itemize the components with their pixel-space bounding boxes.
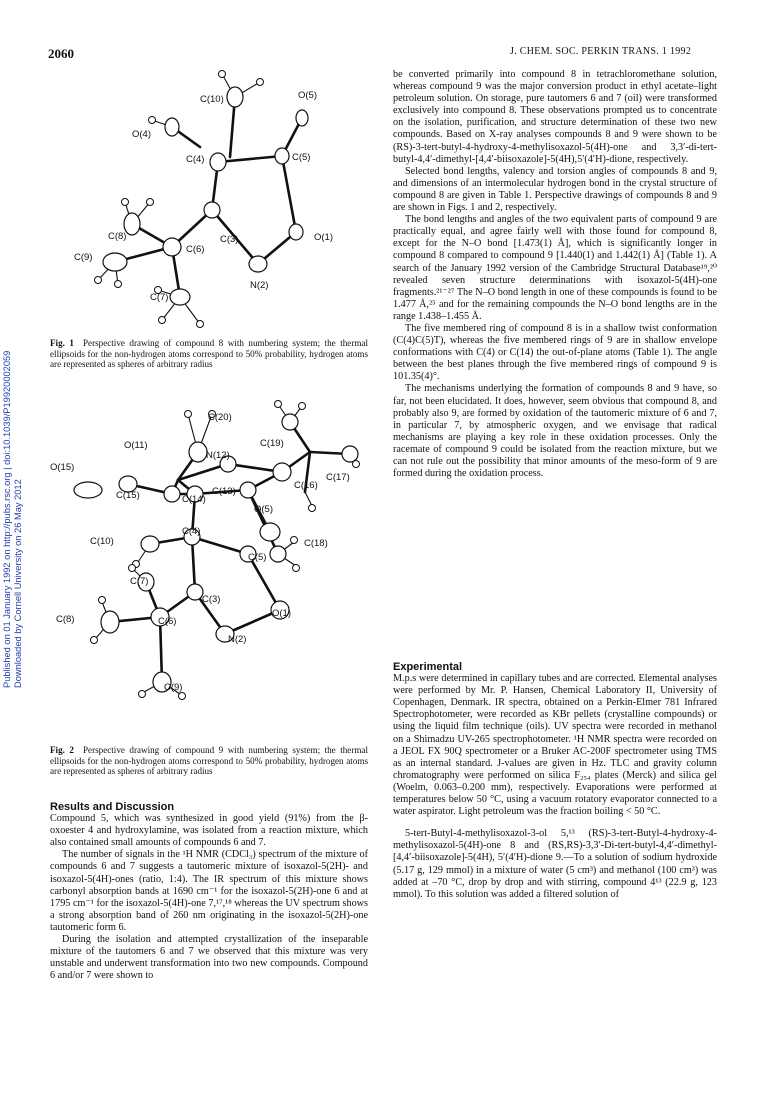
label-c10: C(10) [90, 536, 114, 547]
left-column-text [50, 801, 368, 982]
label-c15: C(15) [116, 490, 140, 501]
label-o1: O(1) [314, 232, 333, 243]
atom-C19 [282, 414, 298, 430]
results-paragraph-1: Compound 5, which was synthesized in good yield (91%) from the β-oxoester 4 and hydroxylamine, was isolated from a reaction mixture, which also contained small amounts of compounds 6 and 7. [50, 813, 368, 849]
label-c10: C(10) [200, 94, 224, 105]
results-paragraph-2: The number of signals in the ¹H NMR (CDCl₃) spectrum of the mixture of compounds 6 and 7 suggests a tautomeric mixture of isoxazol-5(2H)- and isoxazol-5(4H)-ones (ratio, 1:4). The IR spectrum of this mixture shows carbonyl absorption bands at 1690 cm⁻¹ for the isoxazol-5(2H)-one 6 and at 1795 cm⁻¹ for the isoxazol-5(4H)-one 7,¹⁷,¹⁸ whereas the UV spectrum shows a strong absorption band of 260 nm originating in the isoxazol-5(2H)-one tautomeric form 6. [50, 849, 368, 933]
figure-1-caption [50, 338, 368, 370]
results-paragraph-3: During the isolation and attempted crystallization of the inseparable mixture of the tautomers 6 and 7 we observed that this mixture was very unstable and underwent transformation into two new compounds. Compound 6 and/or 7 were shown to [50, 934, 368, 982]
figure-2-caption-label: Fig. 2 [50, 745, 74, 755]
atom-C16 [273, 463, 291, 481]
label-o1: O(1) [272, 608, 291, 619]
label-c6: C(6) [186, 244, 205, 255]
journal-header: J. CHEM. SOC. PERKIN TRANS. 1 1992 [510, 46, 692, 57]
discussion-paragraph-4: The five membered ring of compound 8 is in a shallow twist conformation (C(4)C(5)T), whereas the five membered rings of 9 are in shallow envelope conformations with C(4) or C(14) the out-of-plane atoms (Table 1). The angle between the best planes through the five membered rings of compound 9 is 101.35(4)°. [393, 322, 717, 383]
atom-O5 [260, 523, 280, 541]
label-c19: C(19) [260, 438, 284, 449]
atom-C9 [103, 253, 127, 271]
label-n2: N(2) [250, 280, 269, 291]
label-c16: C(16) [294, 480, 318, 491]
label-c4: C(4) [186, 154, 205, 165]
label-o15: O(15) [50, 462, 75, 473]
experimental-paragraph-2: 5-tert-Butyl-4-methylisoxazol-3-ol 5,¹³ (RS)-3-tert-Butyl-4-hydroxy-4-methylisoxazol-5(4H)-one 8 and (RS,RS)-3,3′-Di-tert-butyl-4,4′-dimethyl-[4,4′-biisoxazole]-5(4H), 5′(4′H)-dione 9.—To a solution of sodium hydroxide (5.17 g, 129 mmol) in a mixture of water (5 cm³) and methanol (100 cm³) was added at –70 °C, drop by drop and with stirring, compound 4¹³ (22.9 g, 123 mmol). To this solution was added a filtered solution of [393, 828, 717, 900]
atom-C5 [275, 148, 289, 164]
atom-C18 [270, 546, 286, 562]
atom-O15 [74, 482, 102, 498]
label-n2: N(2) [228, 634, 247, 645]
label-c7: C(7) [130, 576, 149, 587]
atom-C17 [342, 446, 358, 462]
label-o11: O(11) [124, 440, 148, 451]
right-column-text [393, 69, 717, 480]
figure-1-structure [60, 62, 370, 332]
atom-C10 [227, 87, 243, 107]
published-line: Published on 01 January 1992 on http://pubs.rsc.org | doi:10.1039/P19920002059 [2, 350, 12, 688]
atom-C8 [101, 611, 119, 633]
figure-2-caption [50, 745, 368, 777]
figure-1-caption-text: Perspective drawing of compound 8 with numbering system; the thermal ellipsoids for the non-hydrogen atoms correspond to 50% probability, hydrogen atoms are represented as spheres of arbitrary radius [50, 338, 368, 369]
bond [248, 490, 278, 554]
atom-O5 [296, 110, 308, 126]
figure-2-structure [50, 392, 370, 742]
atom-O1 [289, 224, 303, 240]
label-n12: N(12) [206, 450, 230, 461]
discussion-paragraph-5: The mechanisms underlying the formation of compounds 8 and 9 have, so far, not been elucidated. It does, however, seem obvious that compound 8, and probably also 9, are formed by oxidation of the tautomeric mixture of 6 and 7, in particular 7, by atmospheric oxygen, and we envisage that radical mechanisms are playing a key role in these oxidation processes. Only the racemate of compound 9 could be isolated from the reaction mixture, but we can not rule out the possibility that minor amounts of the meso-form of 9 are formed during the oxidation process. [393, 383, 717, 480]
atom-C4 [210, 153, 226, 171]
atom-C10 [141, 536, 159, 552]
label-c4: C(4) [182, 526, 201, 537]
atom-C6 [163, 238, 181, 256]
atom-C20 [189, 442, 207, 462]
label-c9: C(9) [164, 682, 183, 693]
label-c3: C(3) [202, 594, 221, 605]
bond [282, 156, 296, 232]
label-o5: O(5) [298, 90, 317, 101]
label-c13: C(13) [212, 486, 236, 497]
atom-O4 [165, 118, 179, 136]
atom-C13 [240, 482, 256, 498]
label-c9: C(9) [74, 252, 93, 263]
label-c5: C(5) [292, 152, 311, 163]
experimental-paragraph-1: M.p.s were determined in capillary tubes and are corrected. Elemental analyses were performed by Mr. P. Hansen, Chemical Laboratory II, University of Copenhagen, Denmark. IR spectra, obtained on a Perkin-Elmer 781 Infrared Spectrophotometer, were recorded as KBr pellets (crystalline compounds) or using the liquid film technique (oils). UV spectra were recorded in methanol on a Shimadzu UV-265 spectrophotometer. ¹H NMR spectra were recorded on a JEOL FX 90Q spectrometer or a Bruker AC-200F spectrometer using TMS as an internal standard. J-values are given in Hz. TLC and gravity column chromatography were performed on silica F₂₅₄ plates (Merck) and silica gel (Woelm, 0.063–0.200 mm), respectively. Evaporations were performed at temperatures below 50 °C, using a vacuum rotatory evaporator connected to a water aspirator. Light petroleum was the fraction boiling < 50 °C. [393, 673, 717, 818]
discussion-paragraph-2: Selected bond lengths, valency and torsion angles of compounds 8 and 9, and dimensions of an intermolecular hydrogen bond in the crystal structure of compound 8 are given in Table 1. Perspective drawings of compounds 8 and 9 are shown in Figs. 1 and 2, respectively. [393, 165, 717, 214]
label-c17: C(17) [326, 472, 350, 483]
downloaded-line: Downloaded by Cornell University on 26 May 2012 [13, 479, 23, 688]
label-c3: C(3) [220, 234, 239, 245]
atom-C7 [170, 289, 190, 305]
label-o4: O(4) [132, 129, 151, 140]
label-c14: C(14) [182, 494, 206, 505]
label-c18: C(18) [304, 538, 328, 549]
atom-C3 [204, 202, 220, 218]
atom-C3 [187, 584, 203, 600]
experimental-heading: Experimental [393, 661, 463, 673]
atom-N2 [249, 256, 267, 272]
page-number: 2060 [48, 46, 74, 61]
label-c5: C(5) [248, 552, 267, 563]
label-c8: C(8) [108, 231, 127, 242]
discussion-paragraph-3: The bond lengths and angles of the two equivalent parts of compound 9 are practically equal, and agree fairly well with those found for compound 8, except for the N–O bond [1.473(1) Å], which is significantly longer in compound 8 compared to compound 9 [1.440(1) and 1.442(1) Å] (Table 1). A search of the January 1992 version of the Cambridge Structural Database¹⁹,²⁰ revealed seven structure determinations with isoxazol-5(4H)-one fragments.²¹⁻²⁷ The N–O bond length in one of these compounds is found to be 1.477 Å,²⁵ and for the remaining compounds the N–O bond lengths are in the range 1.438–1.455 Å. [393, 214, 717, 322]
atom-O11 [164, 486, 180, 502]
label-c20: C(20) [208, 412, 232, 423]
h-bond [305, 492, 312, 506]
label-c7: C(7) [150, 292, 169, 303]
results-heading: Results and Discussion [50, 801, 175, 813]
experimental-section [393, 661, 717, 901]
label-c8: C(8) [56, 614, 75, 625]
figure-1-caption-label: Fig. 1 [50, 338, 74, 348]
discussion-paragraph-1: be converted primarily into compound 8 in tetrachloromethane solution, whereas compound 9 was the major conversion product in ethyl acetate–light petroleum solution. On storage, pure tautomers 6 and 7 (oil) were transformed exclusively into compound 8. These observations prompted us to concentrate on the isolation, purification, and structure determination of these two new compounds. Based on X-ray analyses compounds 8 and 9 were shown to be (RS)-3-tert-butyl-4-hydroxy-4-methylisoxazol-5(4H)-one and 3,3′-di-tert-butyl-4,4′-dimethyl-[4,4′-biisoxazole]-5(4H),5′(4′H)-dione, respectively. [393, 69, 717, 165]
sidebar-watermark [2, 270, 23, 690]
bond [192, 537, 248, 554]
label-c6: C(6) [158, 616, 177, 627]
bond [218, 156, 282, 162]
figure-2-caption-text: Perspective drawing of compound 9 with numbering system; the thermal ellipsoids for the non-hydrogen atoms correspond to 50% probability, hydrogen atoms are represented as spheres of arbitrary radius [50, 745, 368, 776]
label-o5: O(5) [254, 504, 273, 515]
